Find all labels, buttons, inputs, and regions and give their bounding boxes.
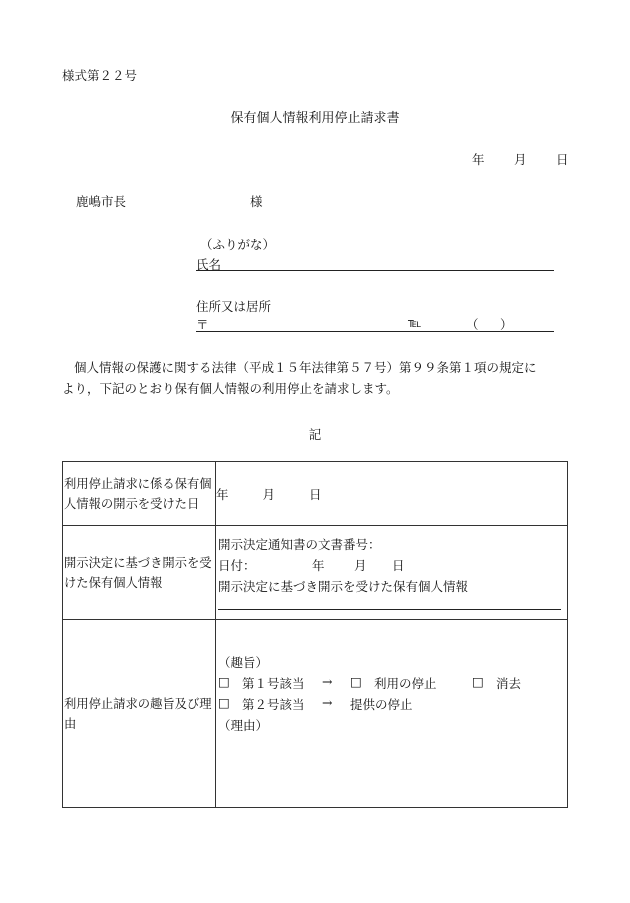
row1-label-cell bbox=[63, 462, 216, 526]
name-field[interactable] bbox=[196, 255, 554, 271]
option-stop-provide: 提供の停止 bbox=[350, 697, 413, 712]
item2-label: 第２号該当 bbox=[242, 697, 305, 712]
tel-paren-close: ） bbox=[500, 317, 513, 332]
notice-date-row bbox=[218, 556, 405, 574]
address-field[interactable] bbox=[196, 315, 554, 332]
doc-number-label: 開示決定通知書の文書番号： bbox=[218, 537, 381, 552]
row1-year: 年 bbox=[216, 486, 229, 502]
request-detail-table bbox=[62, 461, 568, 808]
name-label: 氏名 bbox=[196, 257, 222, 272]
table-row bbox=[63, 462, 568, 526]
notice-month: 月 bbox=[354, 558, 367, 573]
addressee-name: 鹿嶋市長 bbox=[76, 194, 127, 209]
addressee bbox=[76, 192, 263, 210]
honorific: 様 bbox=[250, 194, 263, 209]
date-month: 月 bbox=[514, 152, 527, 167]
row1-month: 月 bbox=[262, 486, 276, 502]
table-row bbox=[63, 620, 568, 808]
disclosure-date-field[interactable] bbox=[216, 462, 568, 526]
purpose-reason-field[interactable] bbox=[216, 620, 568, 808]
notice-year: 年 bbox=[312, 558, 325, 573]
info-label: 開示決定に基づき開示を受けた保有個人情報 bbox=[218, 579, 469, 594]
notice-date-label: 日付： bbox=[218, 558, 256, 573]
notice-day: 日 bbox=[392, 558, 405, 573]
checkbox-stop-use[interactable]: □ bbox=[350, 674, 362, 689]
date-day: 日 bbox=[556, 152, 569, 167]
date-year: 年 bbox=[472, 152, 485, 167]
reason-label: （理由） bbox=[218, 718, 269, 733]
tel-paren-open: （ bbox=[466, 317, 479, 332]
ki-heading: 記 bbox=[308, 427, 322, 442]
checkbox-item1[interactable]: □ bbox=[218, 674, 230, 689]
row2-label-cell bbox=[63, 526, 216, 620]
furigana-label: （ふりがな） bbox=[200, 237, 276, 252]
address-label: 住所又は居所 bbox=[196, 299, 272, 314]
purpose-row-2 bbox=[218, 695, 413, 712]
document-title: 保有個人情報利用停止請求書 bbox=[230, 111, 400, 126]
statement-line-1: 個人情報の保護に関する法律（平成１５年法律第５７号）第９９条第１項の規定に bbox=[74, 360, 537, 375]
row2-label: 開示決定に基づき開示を受けた保有個人情報 bbox=[64, 555, 212, 590]
statement-line-2: より，下記のとおり保有個人情報の利用停止を請求します。 bbox=[62, 381, 399, 396]
request-statement bbox=[62, 357, 572, 399]
disclosed-info-field[interactable] bbox=[216, 526, 568, 620]
option-stop-use: 利用の停止 bbox=[374, 676, 437, 691]
form-number: 様式第２２号 bbox=[62, 68, 138, 83]
postal-mark: 〒 bbox=[196, 317, 209, 332]
table-row bbox=[63, 526, 568, 620]
row3-label: 利用停止請求の趣旨及び理由 bbox=[64, 696, 212, 731]
item1-label: 第１号該当 bbox=[242, 676, 305, 691]
arrow-icon: → bbox=[322, 695, 333, 710]
checkbox-item2[interactable]: □ bbox=[218, 695, 230, 710]
arrow-icon: → bbox=[322, 674, 333, 689]
info-underline bbox=[218, 609, 561, 610]
row1-day: 日 bbox=[309, 486, 322, 502]
row3-label-cell bbox=[63, 620, 216, 808]
purpose-label: （趣旨） bbox=[218, 655, 269, 670]
purpose-row-1 bbox=[218, 674, 522, 691]
tel-icon: ℡ bbox=[408, 315, 422, 330]
option-erase: 消去 bbox=[496, 676, 522, 691]
row1-label: 利用停止請求に係る保有個人情報の開示を受けた日 bbox=[64, 476, 212, 511]
checkbox-erase[interactable]: □ bbox=[472, 674, 484, 689]
